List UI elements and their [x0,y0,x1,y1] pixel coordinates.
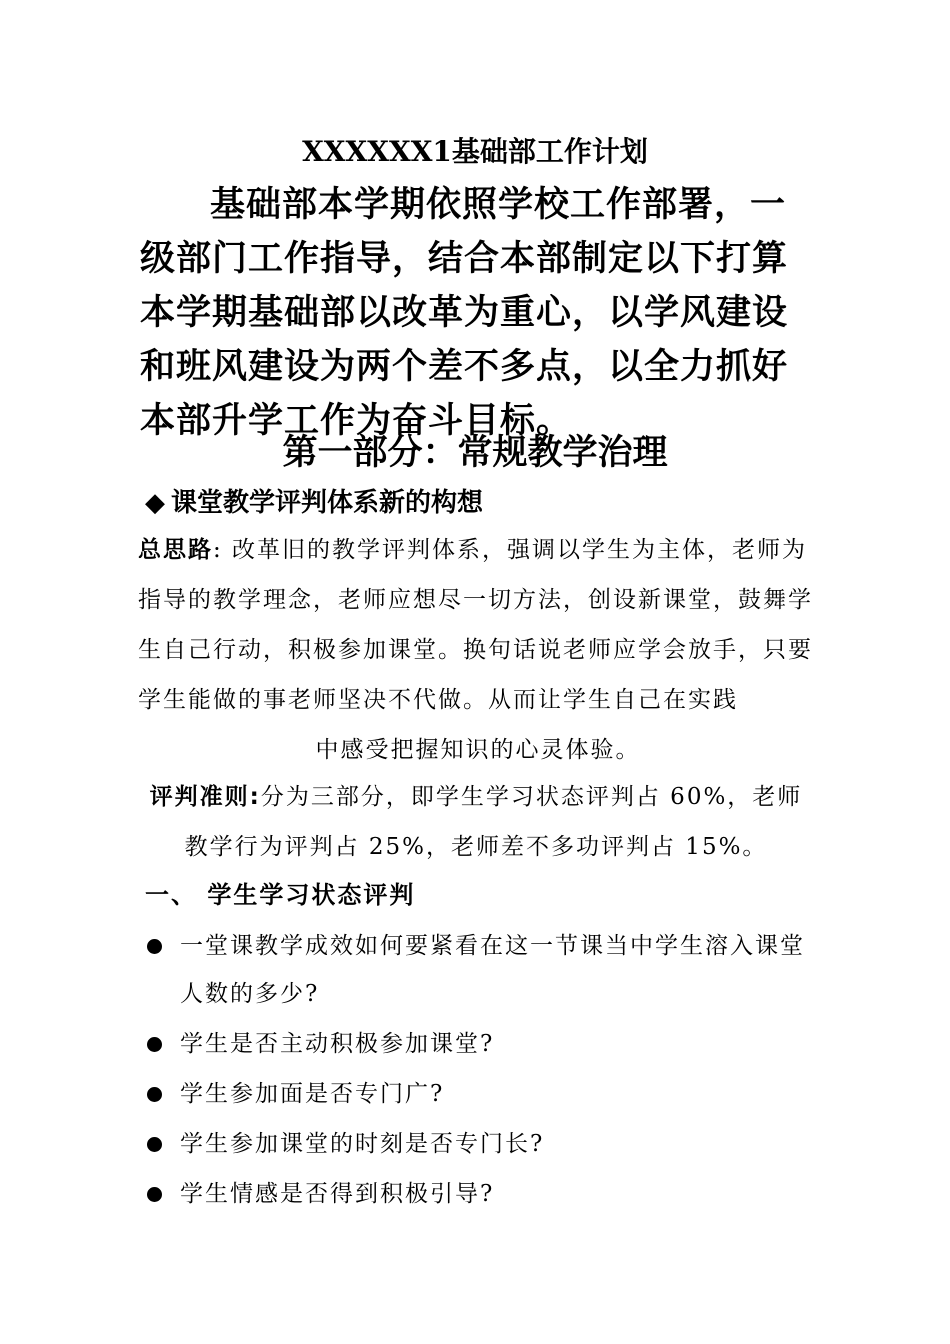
overall-thoughts-label: 总思路 [138,537,213,563]
overall-thoughts-paragraph [138,525,818,775]
intro-paragraph [140,178,820,448]
subheading [145,482,825,519]
list-item-text: 一堂课教学成效如何要紧看在这一节课当中学生溶入课堂人数的多少? [180,933,805,1007]
bullet-dot-icon [147,1187,162,1202]
bullet-dot-icon [147,1137,162,1152]
list-item [145,922,825,1018]
list-item [145,1120,825,1168]
list-item [145,1170,825,1218]
list-item-text: 学生是否主动积极参加课堂? [180,1031,495,1057]
bullet-list [145,922,825,1220]
bullet-dot-icon [147,939,162,954]
criteria-label: 评判准则: [149,784,261,810]
criteria-paragraph [138,772,814,872]
overall-thoughts-text: : 改革旧的教学评判体系，强调以学生为主体，老师为指导的教学理念，老师应想尽一切方法，创设新课堂，鼓舞学生自己行动，积极参加课堂。换句话说老师应学会放手，只要学生能做的事老师坚决不代做。从而让学生自己在实践 [138,537,813,713]
part-heading: 第一部分：常规教学治理 [282,433,668,473]
list-item-text: 学生情感是否得到积极引导? [180,1181,495,1207]
section-heading: 一、 学生学习状态评判 [145,881,416,909]
subheading-text: 课堂教学评判体系新的构想 [171,488,484,518]
list-item [145,1070,825,1118]
list-item [145,1020,825,1068]
diamond-bullet-icon: ◆ [145,488,165,518]
list-item-text: 学生参加面是否专门广? [180,1081,445,1107]
bullet-dot-icon [147,1087,162,1102]
criteria-text: 分为三部分，即学生学习状态评判占 60%，老师教学行为评判占 25%，老师差不多功评判占 15%。 [184,784,803,860]
bullet-dot-icon [147,1037,162,1052]
overall-thoughts-last-line: 中感受把握知识的心灵体验。 [315,737,641,763]
list-item-text: 学生参加课堂的时刻是否专门长? [180,1131,545,1157]
intro-text: 基础部本学期依照学校工作部署，一级部门工作指导，结合本部制定以下打算本学期基础部以改革为重心，以学风建设和班风建设为两个差不多点，以全力抓好本部升学工作为奋斗目标。 [140,185,789,441]
document-title: XXXXXX1基础部工作计划 [302,135,648,168]
